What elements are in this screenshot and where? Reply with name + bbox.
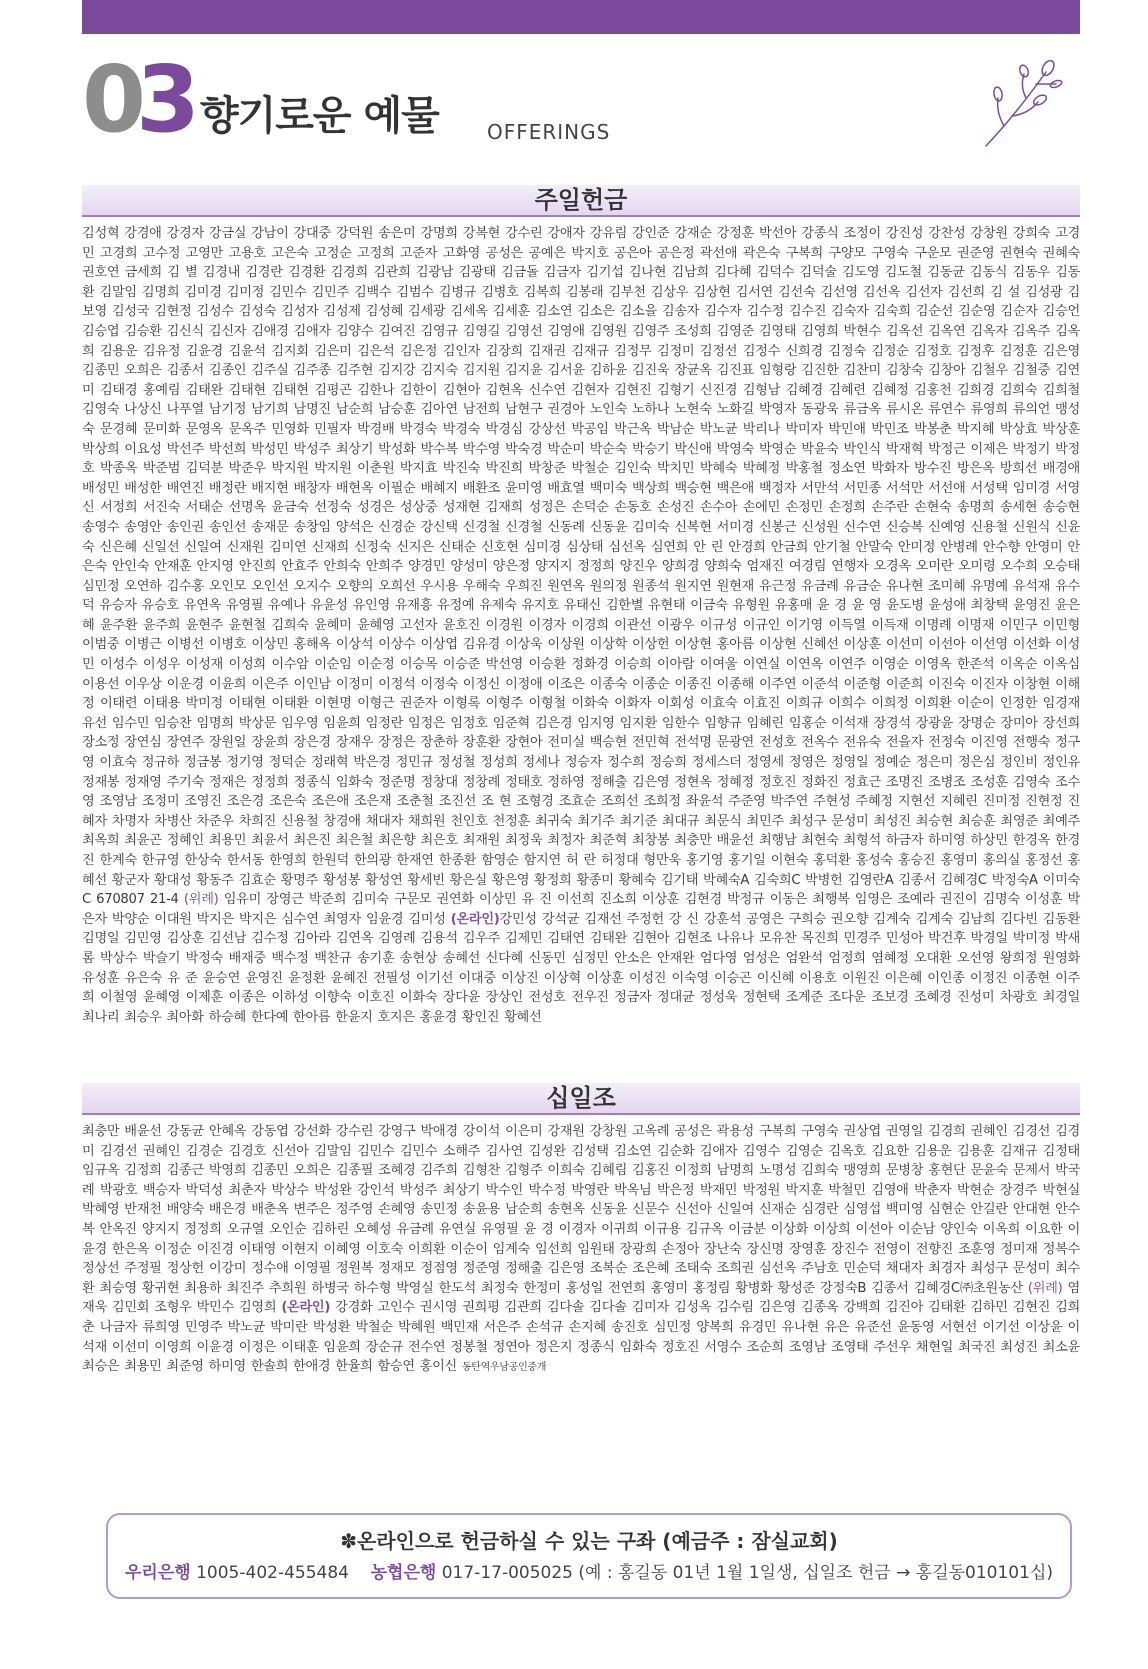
- name-list: 김성혁 강경애 강경자 강금실 강남이 강대중 강덕원 송은미 강명희 강복현 강수린 강애자 강유림 강인준 강재순 강정훈 박선아 강종식 조정이 강진성 강찬성 강창원 강희숙 고경민 고경희 고수정 고영만 고용호 고은숙 고정순 고정희 고준자 고화영 공성은 공예은 박지호 공은아 공은정 곽선애 곽은숙 구복희 구양모 구영숙 구운모 권준영 권현숙 권혜숙 권호연 금세희 김 별 김경내 김경란 김경환 김경희 김관희 김광남 김광태 김금돌 김금자 김기섭 김나현 김남희 김다혜 김덕수 김덕술 김도영 김도철 김동균 김동식 김동우 김동환 김말임 김명희 김미경 김미정 김민수 김민주 김백수 김범수 김병규 김병호 김복희 김봉래 김부천 김상우 김상현 김서연 김선숙 김선영 김선옥 김선자 김선희 김 설 김성광 김보영 김성국 김현정 김성수 김성숙 김성자 김성제 김성혜 김세광 김세옥 김세훈 김소연 김소은 김소을 김송자 김수자 김수정 김수진 김숙자 김숙희 김순선 김순영 김순자 김승언 김승엽 김승환 김신식 김신자 김애경 김애자 김양수 김여진 김영규 김영길 김영선 김영애 김영원 김영주 조성희 김영준 김영태 김영희 박현수 김옥선 김옥연 김옥자 김옥주 김옥희 김용운 김유정 김윤경 김윤석 김지회 김은미 김은석 김은정 김인자 김장희 김재권 김재규 김정무 김정미 김정선 김정수 신희경 김정숙 김정순 김정호 김정후 김정훈 김은영 김종민 오희은 김종서 김종인 김주실 김주종 김주현 김지강 김지숙 김지원 김지윤 김서윤 김하윤 김진욱 장균옥 김진표 임형랑 김진한 김찬미 김창숙 김창아 김철우 김철중 김연미 김태경 홍예림 김태완 김태현 김태현 김평곤 김한나 김한이 김현아 김현옥 신수연 김현자 김현진 김형기 신진경 김형남 김혜경 김혜련 김혜정 김홍천 김희경 김희숙 김희철 김영숙 나상신 나푸열 남기정 남기희 남명진 남순희 남승훈 김아연 남전희 남현구 권경아 노인숙 노하나 노현숙 노화길 박영자 동광욱 류금옥 류시온 류연수 류영희 류의언 맹성숙 문경혜 문미화 문영옥 문옥주 민영화 민필자 박경배 박경숙 박경숙 박경심 강상선 박공임 박근옥 박남순 박노균 박리나 박미자 박민애 박민조 박봉춘 박지혜 박상효 박상훈 박상희 이요성 박선주 박선희 박성민 박성주 최상기 박성화 박수복 박수영 박숙경 박순미 박순숙 박승기 박신애 박영숙 박영순 박윤숙 박인식 박재혁 박정근 이제은 박정기 박정호 박종옥 박준범 김덕분 박준우 박지원 박지원 이춘원 박지효 박진숙 박진희 박창준 박철순 김인숙 박치민 박혜숙 박혜정 박홍철 정소연 박화자 방수진 방은옥 방희선 배경애 배성민 배성한 배연진 배정란 배지현 배창자 배현옥 이필순 배혜지 배환조 윤미영 배효열 백미숙 백상희 백승현 백은애 백정자 서만석 서민종 서석만 서선애 서성택 임미경 서영신 서정희 서진숙 서태순 선명옥 윤금숙 선정숙 성경은 성상중 성재현 김재희 성정은 손덕순 손동호 손성진 손수아 손에민 손정민 손정희 손주란 손현숙 송명희 송세현 송승현 송영수 송영안 송인권 송인선 송재문 송창임 양석은 신경순 강신택 신경철 신경철 신동례 신동윤 김미숙 신복현 서미경 신봉근 신성원 신수연 신승복 신예영 신용철 신원식 신윤숙 신은혜 신일선 신일여 신재원 김미연 신재희 신정숙 신지은 신태순 신호현 심미경 심상태 심선옥 심연희 안 린 안경희 안금희 안기철 안말숙 안미정 안병례 안수향 안영미 안은숙 안인숙 안재훈 안지영 안진희 안효주 안희숙 안희주 양경민 양성미 양은정 양지지 정정희 양진우 양희경 양희숙 엄재진 여경림 연행자 오경옥 오미란 오미령 오수희 오승태 심민정 오연하 김수홍 오인모 오인선 오지수 오향의 오희선 우시용 우해숙 우희진 원연옥 원의정 원종석 원지연 원현재 유근정 유금례 유금순 유나현 조미혜 유명예 유석재 유수덕 유승자 유승호 유연옥 유영필 유예나 유윤성 유인영 유재흥 유정예 유제숙 유지호 유태신 김한별 유현태 이금숙 유형원 유홍매 윤 경 윤 영 윤도병 윤성애 최창택 윤영진 윤은혜 윤주환 윤주희 윤현주 윤현철 김희숙 윤혜미 윤혜영 고선자 윤호진 이경원 이경자 이경희 이관선 이광우 이규성 이규인 이기영 이득열 이득재 이명례 이명재 이민구 이민형 이범중 이병근 이병선 이병호 이상민 홍해옥 이상석 이상수 이상엽 김유경 이상욱 이상원 이상학 이상헌 이상현 홍아름 이상현 신혜선 이상훈 이선미 이선아 이선영 이선화 이성민 이성수 이성우 이성재 이성희 이수암 이순임 이순정 이승목 이승준 박선영 이승환 정화경 이승희 이아람 이여울 이연실 이연옥 이연주 이영순 이영옥 한존석 이옥순 이옥심 이용선 이우상 이운경 이윤희 이은주 이인남 이정미 이정석 이정숙 이정신 이정애 이조은 이종숙 이종순 이종진 이종해 이주연 이준석 이준형 이준희 이진숙 이진자 이창현 이해정 이태련 이태용 박미정 이태현 이태환 이현명 이형근 권준자 이형록 이형주 이형철 이화숙 이화자 이회성 이효숙 이효진 이희규 이희수 이희정 이희환 이순이 인정한 임경재 유선 임수민 임승찬 임명희 박상문 임우영 임윤희 임정란 임정은 임정호 임준혁 김은경 임지영 임지환 임한수 임향규 임혜린 임홍순 이석재 장경석 장광윤 장명순 장미아 장선희 장소정 장연심 장연주 장원일 장윤희 장은경 장재우 장정은 장춘하 장훈환 장현아 전미실 백승현 전민혁 전석명 문광연 전성호 전옥수 전유숙 전을자 전정숙 이진영 전행숙 정구영 이효숙 정규하 정금봉 정기영 정덕순 정래혁 박은경 정민규 정성철 정성희 정세나 정승자 정수희 정승희 정세스더 정영세 정영은 정영일 정예순 정은미 정은심 정인비 정인유 정재봉 정재영 주기숙 정재은 정정희 정종식 임화숙 정준명 정창대 정창례 정태호 정하영 정해출 김은영 정현옥 정혜정 정호진 정화진 정효근 조명진 조병조 조성훈 김영숙 조수영 조영남 조정미 조영진 조은경 조은숙 조은애 조은재 조춘철 조진선 조 현 조형경 조효순 조희선 조희정 좌윤석 주준영 박주연 주현성 주혜정 지현선 지혜린 진미정 진현정 진혜자 차명자 차병산 차준우 차희진 신용철 창경애 채대자 채희원 천인호 천정훈 최귀숙 최기주 최기준 최대규 최문식 최민주 최성구 문성미 최성진 최승현 최승훈 최영준 최예주 최옥희 최윤곤 정혜인 최용민 최윤서 최은진 최은철 최은향 최은호 최재원 최정욱 최정자 최준혁 최창봉 최충만 배윤선 최행남 최현숙 최형석 하금자 하미영 하상민 한경옥 한경진 한계숙 한규영 한상숙 한서동 한영희 한원덕 한의광 한재연 한종환 함영순 함지연 허 란 허정대 형만욱 홍기영 홍기일 이현숙 홍덕환 홍성숙 홍승진 홍영미 홍의실 홍정선 홍혜선 황군자 황대성 황동주 김효순 황명주 황성봉 황성연 황세빈 황은실 황은영 황정희 황종미 황혜숙 김기태 박혜숙A 김숙희C 박병헌 김영란A 김종서 김혜경C 박정숙A 이미숙C 670807 21-4: [82, 226, 1081, 908]
- online-tag: (위례): [1027, 1280, 1063, 1296]
- name-list: 최충만 배윤선 강동균 안혜옥 강동엽 강선화 강수린 강영구 박애경 강이석 이은미 강재원 강창원 고옥례 공성은 곽용성 구복희 구영숙 권상엽 권영일 김경희 권혜인 김경선 김경미 김경선 권혜인 김경순 김경호 신선아 김말임 김민수 김민수 소해주 김사연 김성완 김성택 김소연 김순화 김애자 김영수 김영순 김옥호 김요한 김용운 김용훈 김재규 김정태 임규옥 김정희 김종근 박영희 김종민 오희은 김종필 조혜경 김주희 김형찬 김형주 이희숙 김혜림 김홍진 이정희 남명희 노명성 김희숙 맹영희 문병창 홍현단 문윤숙 문제서 박국례 박광호 백승자 박덕성 최춘자 박상수 박성완 강인석 박성주 최상기 박수인 박수정 박영란 박옥님 박은정 박재민 박정원 박지훈 박철민 김영애 박춘자 박현순 장경주 박현실 박혜영 반재천 배양숙 배은경 배춘옥 변주은 정주영 손혜영 송민정 송윤용 남순희 송현옥 신동윤 신문수 신선아 신일여 신재순 심경란 심영섭 백미영 심현순 안길란 안대현 안수복 안옥진 양지지 정정희 오규열 오인순 김하린 오혜성 유금례 유연실 유영필 윤 경 이경자 이귀희 이규용 김규옥 이금분 이상화 이상희 이선아 이순남 양인숙 이옥희 이요한 이윤경 한은옥 이정순 이진경 이태영 이현지 이혜영 이호숙 이희환 이순이 임계숙 임선희 임원태 장광희 손정아 장난숙 장신명 장영훈 장진수 전영이 전향진 조훈영 정미재 정복수 정상선 주정필 정상헌 이강미 정수애 이영필 정원복 정재모 정점영 정준영 정해출 김은영 조복순 조은혜 조태숙 조희권 심선옥 주남호 민순덕 채대자 최경자 최성구 문성미 최수환 최승영 황귀현 최용하 최진주 추희원 하병국 하수형 박영실 한도석 최정숙 한정미 홍성일 전연희 홍영미 홍정림 황병화 황성준 강정숙B 김종서 김혜경C㈜초원농산: [82, 1124, 1081, 1296]
- tithe-header: [82, 1080, 1080, 1116]
- account-example-note: (예 : 홍길동 01년 1월 1일생, 십일조 헌금 → 홍길동010101십): [578, 1563, 1053, 1583]
- name-list: 강경화 고인수 권시영 권희평 김관희 김다솔 김다솔 김미자 김성옥 김수림 김은영 김종옥 강백희 김진아 김태환 김하민 김현진 김희춘 나금자 류희영 민영주 박노균 박미란 박성환 박철순 박혜원 백민재 서은주 손석규 손지혜 송진호 심민정 양복희 유경민 유나현 유은 유준선 윤동영 서현선 이기선 이상윤 이석재 이선미 이영희 이윤경 이정은 이태훈 임윤희 장순규 전수연 정봉철 정연아 정은지 정종식 임화숙 정호진 서영수 조순희 조영남 조영태 주선우 채현일 최국진 최성진 최소윤 최승은 최용민 최준영 하미영 한솔희 한애경 한율희 함승연 홍이신: [82, 1300, 1081, 1375]
- page-header: [82, 46, 1080, 153]
- bank-name-woori: 우리은행: [125, 1563, 191, 1583]
- bank-name-nh: 농협은행: [370, 1563, 437, 1583]
- tithe-title: 십일조: [546, 1084, 616, 1112]
- section-title: 향기로운 예물: [200, 93, 439, 139]
- name-list: 염재욱 김민회 조형우 박민수 김영희: [82, 1280, 1080, 1316]
- name-list-tail: 동탄역우남공인중개: [461, 1362, 547, 1374]
- tithe-section: [82, 1080, 1080, 1378]
- account-line: [108, 1558, 1070, 1583]
- flower-sprig-icon: [976, 54, 1072, 150]
- sunday-offering-section: [82, 182, 1080, 1027]
- online-tag: (온라인): [450, 911, 500, 927]
- name-list: 임유미 장영근 박준희 김미숙 구문모 권연화 이상민 유 진 이선희 진소희 이상훈 김현경 박정규 이동은 최행복 임영은 조예라 권진이 김명숙 이성훈 박은자 박양순 이대원 박지은 박지은 심수연 최영자 임윤경 김미성: [82, 892, 1081, 927]
- online-tag: (온라인): [281, 1300, 331, 1316]
- sunday-offering-title: 주일헌금: [534, 186, 628, 214]
- section-digit-0: 0: [82, 46, 137, 153]
- section-number: [82, 46, 191, 153]
- tithe-names: [82, 1122, 1080, 1378]
- top-color-bar: [82, 0, 1080, 34]
- sunday-offering-names: [82, 224, 1080, 1027]
- section-digit-3: 3: [136, 46, 191, 153]
- online-account-title: ✽온라인으로 헌금하실 수 있는 구좌 (예금주 : 잠실교회): [340, 1529, 838, 1553]
- online-account-box: [106, 1513, 1072, 1599]
- online-tag: (위례): [183, 892, 219, 908]
- sunday-offering-header: [82, 182, 1080, 218]
- account-number-nh: 017-17-005025: [441, 1563, 573, 1583]
- section-subtitle: OFFERINGS: [487, 120, 611, 144]
- name-list: 강민성 강석균 김재선 주정헌 강 신 강훈석 공영은 구희승 권오향 김계숙 김계숙 김남희 김다빈 김동환 김명일 김민영 김상훈 김선남 김수정 김아라 김연옥 김영례 김용석 김우주 김제민 김태연 김태완 김현아 김현조 나유나 모유찬 목진희 민경주 민성아 박건후 박경일 박미정 박새롬 박상수 박슬기 박정숙 배재중 백수정 백찬규 송기훈 송현상 송혜선 신다혜 신동민 심정민 안소은 안재완 엄다영 엄성은 엄완석 엄정희 염혜정 오대환 오선영 왕희정 원영화 유성훈 유은숙 유 준 윤승연 윤영진 윤정환 윤혜진 전필성 이기선 이대중 이상진 이상혁 이상훈 이성진 이숙영 이승곤 이신혜 이용호 이원진 이은혜 이인종 이정진 이종현 이주희 이철영 윤혜영 이제훈 이종은 이하성 이향숙 이호진 이화숙 장다윤 장상인 전성호 전우진 정금자 정대균 정성욱 정현택 조계준 조다운 조보경 조혜경 진성미 차광호 최경일 최나리 최승우 최아화 하승혜 한다예 한아름 한윤지 호지은 홍윤경 황인진 황혜선: [82, 911, 1080, 1025]
- account-number-woori: 1005-402-455484: [196, 1563, 349, 1583]
